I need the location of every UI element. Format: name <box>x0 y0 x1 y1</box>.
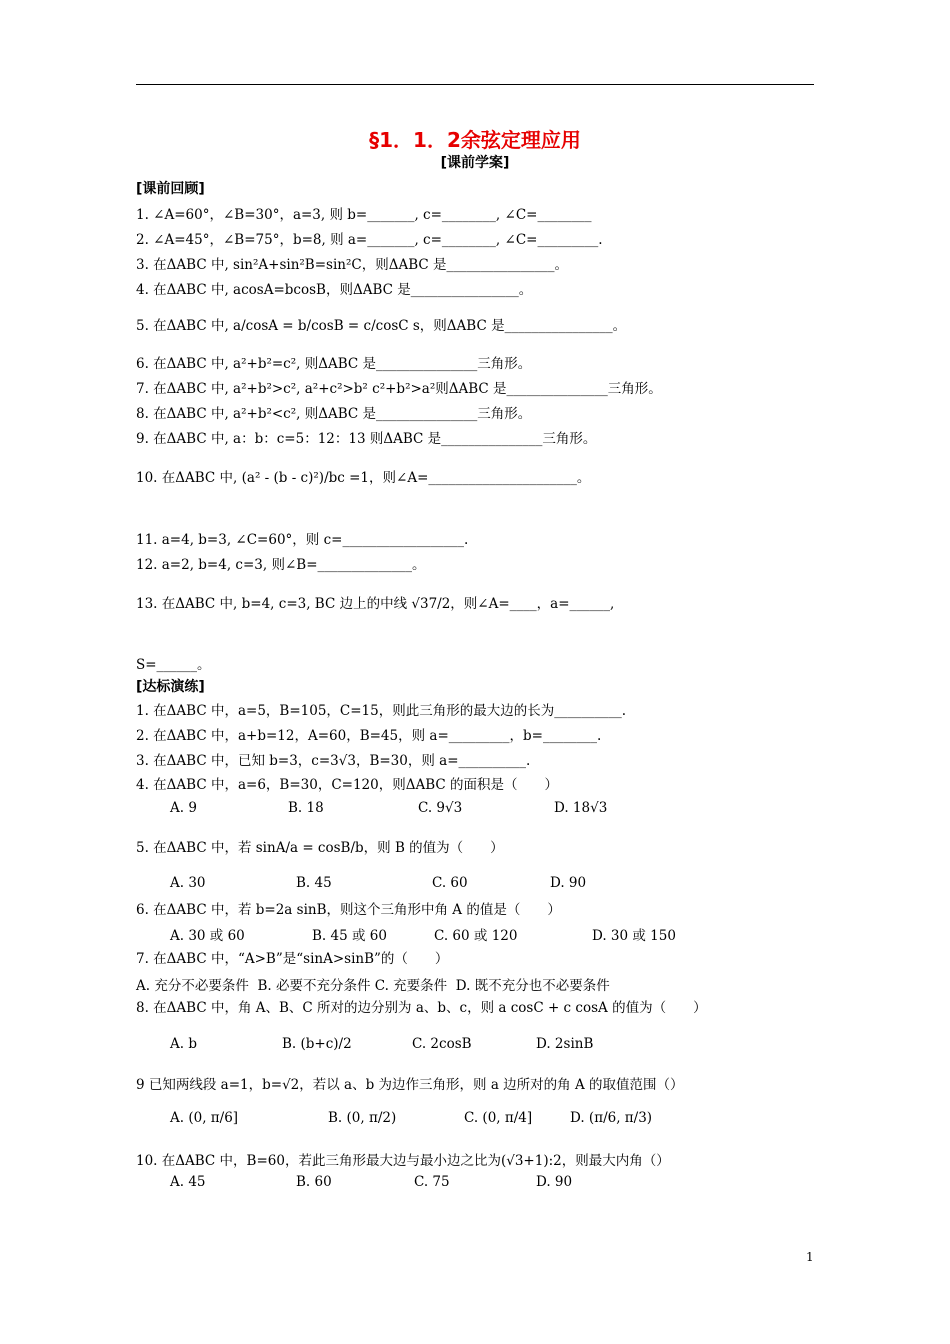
q5-option-a[interactable]: A. 30 <box>170 875 206 891</box>
q7-option-b[interactable]: B. 必要不充分条件 <box>257 978 371 994</box>
review-item-3: 3. 在ΔABC 中, sin²A+sin²B=sin²C，则ΔABC 是________________。 <box>136 257 569 273</box>
q5-option-b[interactable]: B. 45 <box>296 875 332 891</box>
q10-option-a[interactable]: A. 45 <box>170 1174 206 1190</box>
practice-item-9: 9 已知两线段 a=1，b=√2，若以 a、b 为边作三角形，则 a 边所对的角 A 的取值范围（） <box>136 1077 684 1093</box>
q8-option-a[interactable]: A. b <box>170 1036 197 1052</box>
q7-option-d[interactable]: D. 既不充分也不必要条件 <box>455 978 610 994</box>
q5-option-c[interactable]: C. 60 <box>432 875 468 891</box>
q7-options <box>136 974 610 994</box>
q9-option-a[interactable]: A. (0, π/6] <box>170 1110 239 1126</box>
q9-option-b[interactable]: B. (0, π/2) <box>328 1110 397 1126</box>
q10-option-d[interactable]: D. 90 <box>536 1174 573 1190</box>
q6-option-b[interactable]: B. 45 或 60 <box>312 928 387 944</box>
q8-option-c[interactable]: C. 2cosB <box>412 1036 472 1052</box>
q4-option-a[interactable]: A. 9 <box>170 800 197 816</box>
review-item-7: 7. 在ΔABC 中, a²+b²>c², a²+c²>b² c²+b²>a²则ΔABC 是_______________三角形。 <box>136 381 662 397</box>
review-item-13: 13. 在ΔABC 中, b=4, c=3, BC 边上的中线 √37/2，则∠A=____，a=______, <box>136 596 615 612</box>
q5-option-d[interactable]: D. 90 <box>550 875 587 891</box>
practice-item-3: 3. 在ΔABC 中，已知 b=3，c=3√3，B=30，则 a=__________. <box>136 753 531 769</box>
practice-item-7: 7. 在ΔABC 中，“A>B”是“sinA>sinB”的（ ） <box>136 951 449 967</box>
review-item-8: 8. 在ΔABC 中, a²+b²<c², 则ΔABC 是_______________三角形。 <box>136 406 532 422</box>
practice-item-4: 4. 在ΔABC 中，a=6，B=30，C=120，则ΔABC 的面积是（ ） <box>136 777 559 793</box>
review-item-11: 11. a=4, b=3, ∠C=60°，则 c=__________________. <box>136 532 469 548</box>
review-item-12: 12. a=2, b=4, c=3, 则∠B=______________。 <box>136 557 426 573</box>
page-title: §1．1．2余弦定理应用 <box>369 128 581 152</box>
review-item-1: 1. ∠A=60°，∠B=30°，a=3, 则 b=_______, c=________, ∠C=________ <box>136 207 592 223</box>
page-number: 1 <box>806 1250 814 1264</box>
practice-item-8: 8. 在ΔABC 中，角 A、B、C 所对的边分别为 a、b、c，则 a cosC + c cosA 的值为（ ） <box>136 1000 707 1016</box>
q8-option-b[interactable]: B. (b+c)/2 <box>282 1036 352 1052</box>
q6-options <box>170 924 676 944</box>
q4-options <box>170 800 607 816</box>
q9-option-c[interactable]: C. (0, π/4] <box>464 1110 533 1126</box>
q5-options <box>170 875 586 891</box>
q4-option-d[interactable]: D. 18√3 <box>554 800 608 816</box>
q7-option-c[interactable]: C. 充要条件 <box>374 978 448 994</box>
q4-option-b[interactable]: B. 18 <box>288 800 324 816</box>
practice-heading: [达标演练] <box>136 679 205 695</box>
review-item-10: 10. 在ΔABC 中, (a² - (b - c)²)/bc =1，则∠A=______________________。 <box>136 470 591 486</box>
header-rule <box>136 84 814 85</box>
q4-option-c[interactable]: C. 9√3 <box>418 800 463 816</box>
q7-option-a[interactable]: A. 充分不必要条件 <box>136 978 249 994</box>
practice-item-10: 10. 在ΔABC 中，B=60，若此三角形最大边与最小边之比为(√3+1):2，则最大内角（） <box>136 1153 670 1169</box>
practice-item-1: 1. 在ΔABC 中，a=5，B=105，C=15，则此三角形的最大边的长为__________. <box>136 703 627 719</box>
review-heading: [课前回顾] <box>136 181 205 197</box>
practice-item-6: 6. 在ΔABC 中，若 b=2a sinB，则这个三角形中角 A 的值是（ ） <box>136 902 561 918</box>
q10-options <box>170 1174 572 1190</box>
q6-option-d[interactable]: D. 30 或 150 <box>592 928 676 944</box>
practice-item-2: 2. 在ΔABC 中，a+b=12，A=60，B=45，则 a=_________，b=________. <box>136 728 602 744</box>
review-item-4: 4. 在ΔABC 中, acosA=bcosB，则ΔABC 是________________。 <box>136 282 533 298</box>
review-item-14: S=______。 <box>136 657 211 673</box>
review-item-5: 5. 在ΔABC 中, a/cosA = b/cosB = c/cosC s，则ΔABC 是________________。 <box>136 318 627 334</box>
review-item-9: 9. 在ΔABC 中, a：b：c=5：12：13 则ΔABC 是_______________三角形。 <box>136 431 597 447</box>
practice-item-5: 5. 在ΔABC 中，若 sinA/a = cosB/b，则 B 的值为（ ） <box>136 840 504 856</box>
q9-option-d[interactable]: D. (π/6, π/3) <box>570 1110 653 1126</box>
q8-options <box>170 1036 593 1052</box>
page-subtitle: [课前学案] <box>440 155 510 171</box>
q8-option-d[interactable]: D. 2sinB <box>536 1036 594 1052</box>
q6-option-a[interactable]: A. 30 或 60 <box>170 928 245 944</box>
q9-options <box>170 1110 652 1126</box>
review-item-6: 6. 在ΔABC 中, a²+b²=c², 则ΔABC 是_______________三角形。 <box>136 356 532 372</box>
q6-option-c[interactable]: C. 60 或 120 <box>434 928 518 944</box>
q10-option-c[interactable]: C. 75 <box>414 1174 450 1190</box>
review-item-2: 2. ∠A=45°，∠B=75°，b=8, 则 a=_______, c=________, ∠C=_________. <box>136 232 603 248</box>
q10-option-b[interactable]: B. 60 <box>296 1174 332 1190</box>
